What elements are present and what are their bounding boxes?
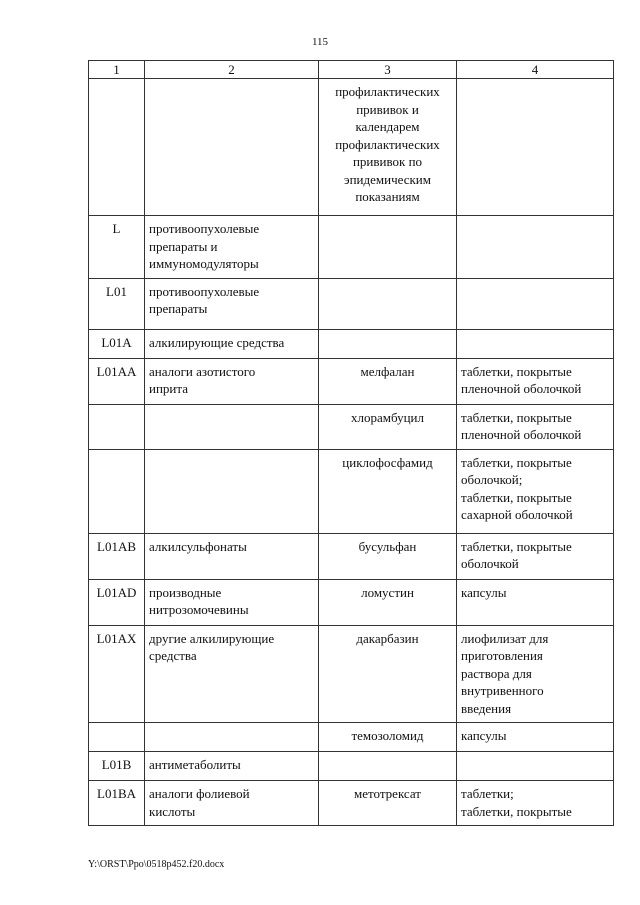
group-name-cell: алкилирующие средства xyxy=(145,329,319,358)
group-name-cell: производные нитрозомочевины xyxy=(145,579,319,625)
atc-code-cell: L01 xyxy=(89,278,145,329)
dosage-form-cell xyxy=(457,752,614,781)
dosage-form-cell xyxy=(457,216,614,279)
atc-code-cell: L01B xyxy=(89,752,145,781)
dosage-form-cell: таблетки, покрытые оболочкой; таблетки, покрытые сахарной оболочкой xyxy=(457,449,614,533)
table-header-row xyxy=(89,61,614,79)
table-row xyxy=(89,781,614,826)
atc-code-cell: L01AX xyxy=(89,625,145,723)
group-name-cell: другие алкилирующие средства xyxy=(145,625,319,723)
group-name-cell: антиметаболиты xyxy=(145,752,319,781)
table-row xyxy=(89,358,614,404)
drug-name-cell: метотрексат xyxy=(319,781,457,826)
page-number: 115 xyxy=(311,36,329,48)
group-name-cell xyxy=(145,723,319,752)
group-name-cell xyxy=(145,404,319,449)
table-row xyxy=(89,625,614,723)
drug-name-cell: циклофосфамид xyxy=(319,449,457,533)
table-row xyxy=(89,329,614,358)
header-cell-4: 4 xyxy=(457,61,614,79)
group-name-cell: аналоги азотистого иприта xyxy=(145,358,319,404)
atc-code-cell xyxy=(89,449,145,533)
dosage-form-cell: капсулы xyxy=(457,579,614,625)
group-name-cell: аналоги фолиевой кислоты xyxy=(145,781,319,826)
dosage-form-cell: капсулы xyxy=(457,723,614,752)
drug-name-cell: мелфалан xyxy=(319,358,457,404)
dosage-form-cell xyxy=(457,329,614,358)
atc-code-cell xyxy=(89,79,145,216)
drug-classification-table xyxy=(88,60,614,826)
dosage-form-cell xyxy=(457,79,614,216)
document-path-footer: Y:\ORST\Ppo\0518p452.f20.docx xyxy=(88,859,225,870)
atc-code-cell xyxy=(89,723,145,752)
drug-name-cell xyxy=(319,216,457,279)
drug-name-cell xyxy=(319,752,457,781)
table-row xyxy=(89,278,614,329)
table-row xyxy=(89,723,614,752)
drug-name-cell: дакарбазин xyxy=(319,625,457,723)
dosage-form-cell: лиофилизат для приготовления раствора для внутривенного введения xyxy=(457,625,614,723)
dosage-form-cell: таблетки, покрытые пленочной оболочкой xyxy=(457,358,614,404)
drug-name-cell: бусульфан xyxy=(319,533,457,579)
table-row xyxy=(89,449,614,533)
group-name-cell: противоопухолевые препараты xyxy=(145,278,319,329)
drug-name-cell: профилактических прививок и календарем профилактических прививок по эпидемическим показаниям xyxy=(319,79,457,216)
header-cell-1: 1 xyxy=(89,61,145,79)
dosage-form-cell: таблетки, покрытые оболочкой xyxy=(457,533,614,579)
group-name-cell: противоопухолевые препараты и иммуномодуляторы xyxy=(145,216,319,279)
table-row xyxy=(89,752,614,781)
dosage-form-cell xyxy=(457,278,614,329)
atc-code-cell: L01BA xyxy=(89,781,145,826)
table-row xyxy=(89,79,614,216)
atc-code-cell: L01AD xyxy=(89,579,145,625)
table-row xyxy=(89,404,614,449)
table-row xyxy=(89,533,614,579)
drug-name-cell: ломустин xyxy=(319,579,457,625)
drug-name-cell xyxy=(319,278,457,329)
atc-code-cell: L01AB xyxy=(89,533,145,579)
dosage-form-cell: таблетки, покрытые пленочной оболочкой xyxy=(457,404,614,449)
header-cell-2: 2 xyxy=(145,61,319,79)
drug-name-cell: хлорамбуцил xyxy=(319,404,457,449)
table-row xyxy=(89,579,614,625)
drug-name-cell: темозоломид xyxy=(319,723,457,752)
drug-name-cell xyxy=(319,329,457,358)
group-name-cell xyxy=(145,79,319,216)
atc-code-cell: L01A xyxy=(89,329,145,358)
atc-code-cell: L01AA xyxy=(89,358,145,404)
atc-code-cell: L xyxy=(89,216,145,279)
group-name-cell: алкилсульфонаты xyxy=(145,533,319,579)
table-row xyxy=(89,216,614,279)
dosage-form-cell: таблетки; таблетки, покрытые xyxy=(457,781,614,826)
atc-code-cell xyxy=(89,404,145,449)
group-name-cell xyxy=(145,449,319,533)
header-cell-3: 3 xyxy=(319,61,457,79)
